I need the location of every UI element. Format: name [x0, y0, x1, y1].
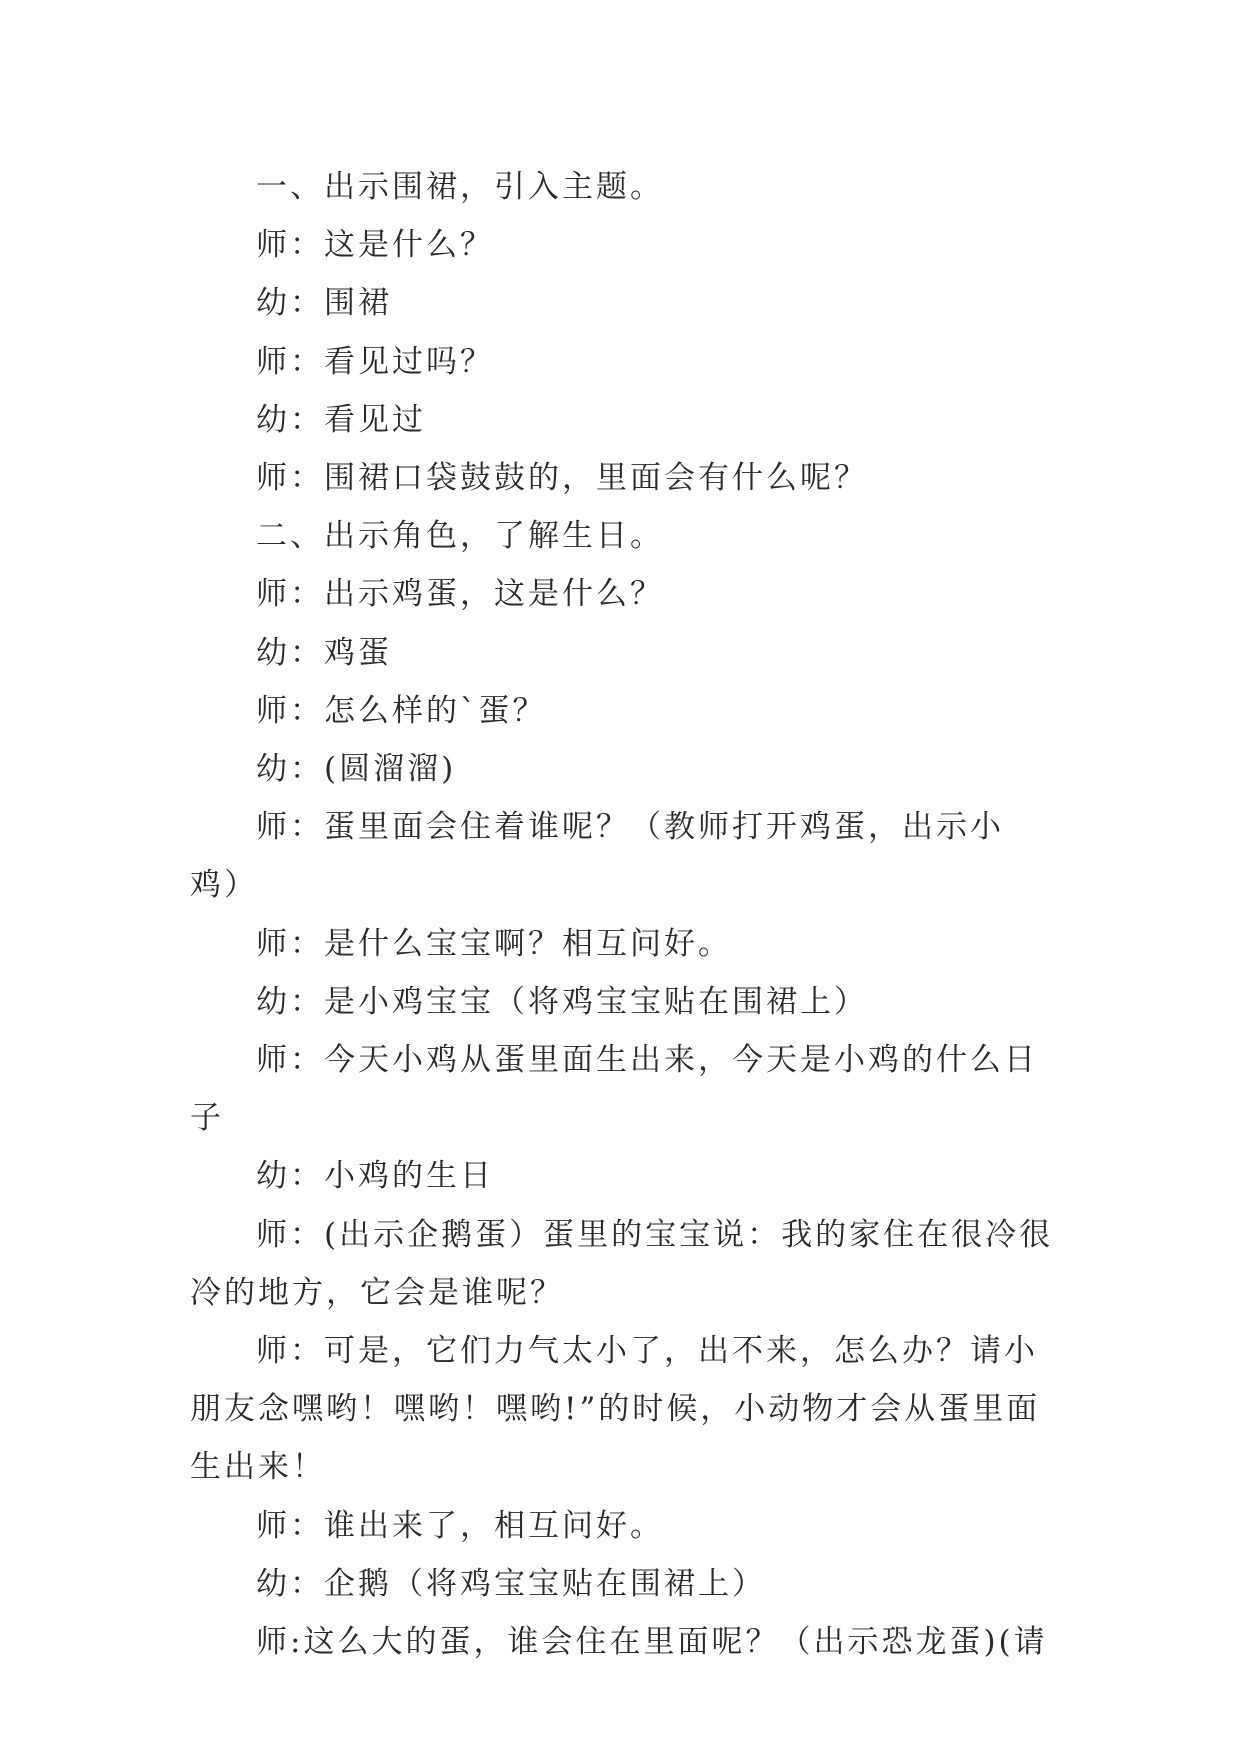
dialogue-line: 师：可是，它们力气太小了，出不来，怎么办？请小朋友念嘿哟！嘿哟！嘿哟!”的时候，小动物才会从蛋里面生出来！ [190, 1333, 1041, 1486]
dialogue-line: 幼：小鸡的生日 [256, 1158, 494, 1195]
dialogue-line: 幼：看见过 [256, 401, 426, 438]
dialogue-line: 师:这么大的蛋，谁会住在里面呢？（出示恐龙蛋)(请 [256, 1624, 1048, 1661]
dialogue-line: 师：看见过吗？ [256, 343, 494, 380]
dialogue-line: 师：是什么宝宝啊？相互问好。 [256, 925, 732, 962]
dialogue-line: 师：蛋里面会住着谁呢？（教师打开鸡蛋，出示小鸡） [190, 809, 1004, 904]
dialogue-line: 幼：围裙 [256, 285, 392, 322]
dialogue-line: 师：(出示企鹅蛋）蛋里的宝宝说：我的家住在很冷很冷的地方，它会是谁呢？ [190, 1216, 1054, 1311]
dialogue-line: 师：围裙口袋鼓鼓的，里面会有什么呢？ [256, 460, 868, 497]
dialogue-line: 师：谁出来了，相互问好。 [256, 1507, 664, 1544]
dialogue-line: 师：今天小鸡从蛋里面生出来，今天是小鸡的什么日子 [190, 1042, 1038, 1137]
dialogue-line: 幼：(圆溜溜) [256, 751, 457, 788]
dialogue-line: 幼：企鹅（将鸡宝宝贴在围裙上） [256, 1565, 766, 1602]
dialogue-line: 师：这是什么？ [256, 227, 494, 264]
dialogue-line: 师：怎么样的`蛋？ [256, 692, 547, 729]
section-heading-2: 二、出示角色，了解生日。 [256, 518, 664, 555]
document-body [190, 158, 1056, 1671]
dialogue-line: 师：出示鸡蛋，这是什么？ [256, 576, 664, 613]
dialogue-line: 幼：鸡蛋 [256, 634, 392, 671]
section-heading-1: 一、出示围裙，引入主题。 [256, 169, 664, 205]
dialogue-line: 幼：是小鸡宝宝（将鸡宝宝贴在围裙上） [256, 983, 868, 1020]
